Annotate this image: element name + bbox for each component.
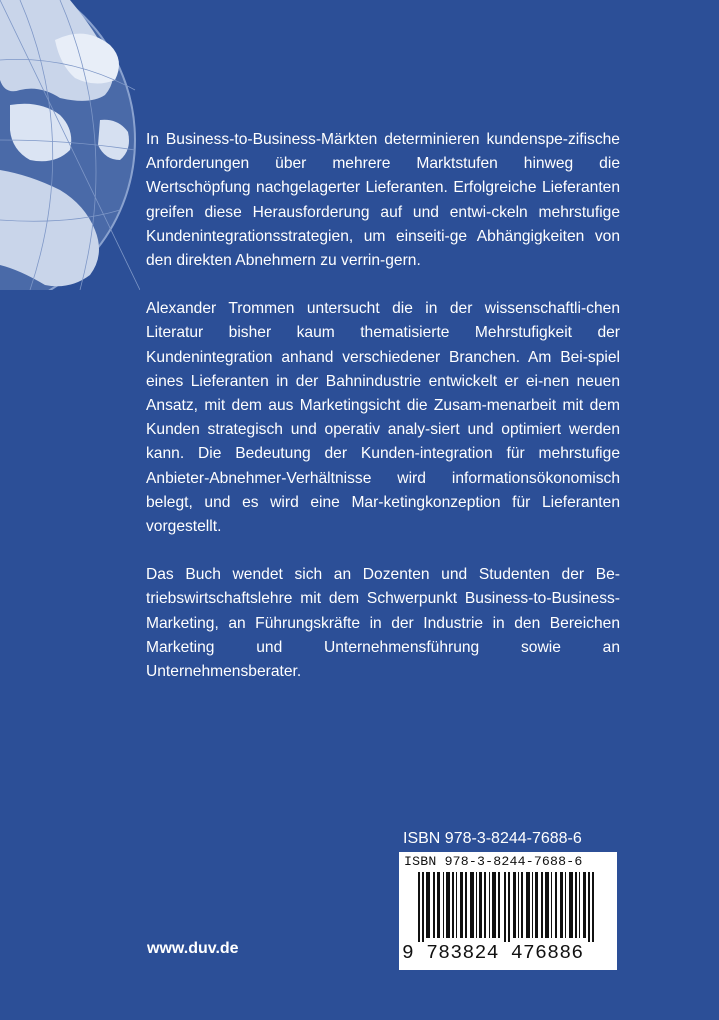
- back-cover-blurb: [146, 128, 620, 708]
- blurb-paragraph-1: In Business-to-Business-Märkten determinieren kundenspe-zifische Anforderungen über mehrere Marktstufen hinweg die Wertschöpfung nachgelagerter Lieferanten. Erfolgreiche Lieferanten greifen diese Herausforderung auf und entwi-ckeln mehrstufige Kundenintegrationsstrategien, um einseiti-ge Abhängigkeiten von den direkten Abnehmern zu verrin-gern.: [146, 131, 620, 270]
- barcode-digits: 9 783824 476886: [402, 942, 584, 964]
- blurb-paragraph-2: Alexander Trommen untersucht die in der wissenschaftli-chen Literatur bisher kaum thematisierte Mehrstufigkeit der Kundenintegration anhand verschiedener Branchen. Am Bei-spiel eines Lieferanten in der Bahnindustrie entwickelt er ei-nen neuen Ansatz, mit dem aus Marketingsicht die Zusam-menarbeit mit dem Kunden strategisch und operativ analy-siert und optimiert werden kann. Die Bedeutung der Kunden-integration für mehrstufige Anbieter-Abnehmer-Verhältnisse wird informationsökonomisch belegt, und es wird eine Mar-ketingkonzeption für Lieferanten vorgestellt.: [146, 300, 620, 536]
- publisher-website: www.duv.de: [147, 940, 239, 957]
- barcode: [399, 852, 617, 970]
- barcode-isbn-text: ISBN 978-3-8244-7688-6: [404, 854, 583, 869]
- blurb-paragraph-3: Das Buch wendet sich an Dozenten und Studenten der Be-triebswirtschaftslehre mit dem Schwerpunkt Business-to-Business-Marketing, an Führungskräfte in der Industrie in den Bereichen Marketing und Unternehmensführung sowie an Unternehmensberater.: [146, 566, 620, 681]
- barcode-bars: [402, 872, 614, 942]
- globe-illustration: [0, 0, 140, 290]
- isbn-label: ISBN 978-3-8244-7688-6: [403, 830, 582, 847]
